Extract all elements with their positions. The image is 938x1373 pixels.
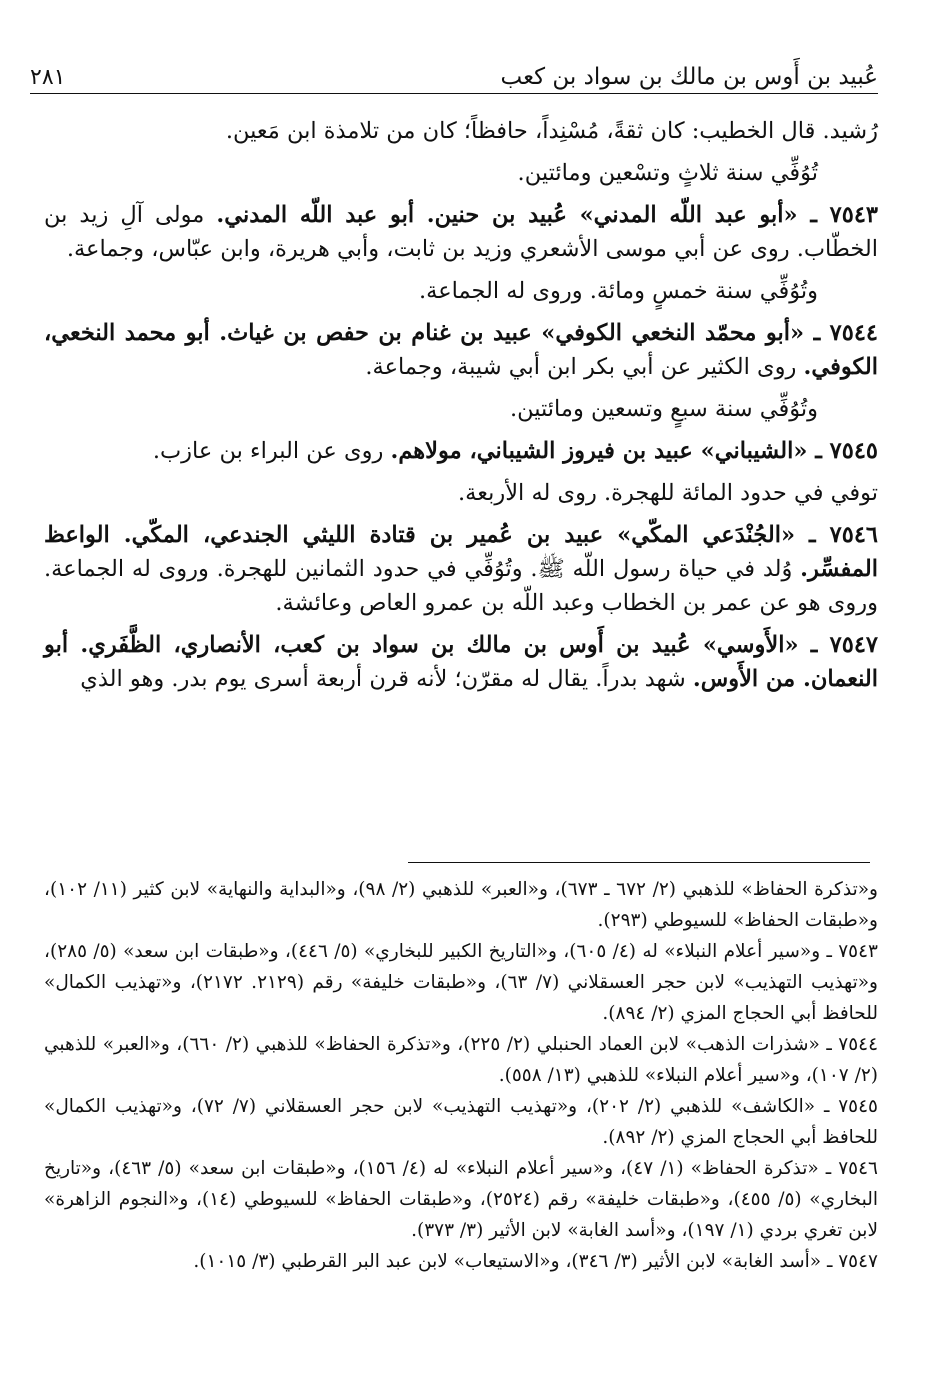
footnote-7546: ٧٥٤٦ ـ «تذكرة الحفاظ» (١/ ٤٧)، و«سير أعلام النبلاء» له (٤/ ١٥٦)، و«طبقات ابن سعد» (٥/ ٤٦٣)، و«تاريخ البخاري» (٥/ ٤٥٥)، و«طبقات خليفة» رقم (٢٥٢٤)، و«طبقات الحفاظ» للسيوطي (١٤)، و«النجوم الزاهرة» لابن تغري بردي (١/ ١٩٧)، و«أسد الغابة» لابن الأثير (٣/ ٣٧٣). <box>44 1158 878 1241</box>
footnote-rule <box>408 862 870 863</box>
entry-text: روى الكثير عن أبي بكر ابن أبي شيبة، وجماعة. <box>365 354 804 380</box>
entry-text: روى عن البراء بن عازب. <box>152 438 391 464</box>
footnote-7545: ٧٥٤٥ ـ «الكاشف» للذهبي (٢/ ٢٠٢)، و«تهذيب التهذيب» لابن حجر العسقلاني (٧/ ٧٢)، و«تهذيب الكمال» للحافظ أبي الحجاج المزي (٢/ ٨٩٢). <box>44 1096 878 1148</box>
entry-text: وُلد في حياة رسول اللّه ﷺ. وتُوُفِّي في حدود الثمانين للهجرة. وروى له الجماعة. وروى هو عن عمر بن الخطاب وعبد اللّه بن عمرو العاص وعائشة. <box>44 556 878 616</box>
entry-7547 <box>44 628 878 696</box>
entry-text: مولى آلِ زيد بن الخطّاب. روى عن أبي موسى الأشعري وزيد بن ثابت، وأبي هريرة، وابن عبّاس، وجماعة. <box>44 202 878 262</box>
entry-heading: ٧٥٤٥ ـ «الشيباني» عبيد بن فيروز الشيباني، مولاهم. <box>390 438 878 464</box>
entry-7545 <box>44 434 878 468</box>
page-number: ٢٨١ <box>30 65 66 90</box>
paragraph-continuation: رُشيد. قال الخطيب: كان ثقةً، مُسْنِداً، حافظاً؛ كان من تلامذة ابن مَعين. <box>225 118 878 144</box>
death-note: توفي في حدود المائة للهجرة. روى له الأربعة. <box>458 480 878 506</box>
entry-7546 <box>44 518 878 620</box>
footnotes <box>44 874 878 1277</box>
header-title: عُبيد بن أَوس بن مالك بن سواد بن كعب <box>500 64 878 90</box>
entry-heading: ٧٥٤٤ ـ «أبو محمّد النخعي الكوفي» عبيد بن غنام بن حفص بن غياث. أبو محمد النخعي، الكوفي. <box>44 320 878 380</box>
footnote-continuation: و«تذكرة الحفاظ» للذهبي (٢/ ٦٧٢ ـ ٦٧٣)، و«العبر» للذهبي (٢/ ٩٨)، و«البداية والنهاية» لابن كثير (١١/ ١٠٢)، و«طبقات الحفاظ» للسيوطي (٢٩٣). <box>44 879 878 931</box>
death-note: وتُوُفِّي سنة سبعٍ وتسعين ومائتين. <box>509 396 818 422</box>
running-header <box>30 48 878 90</box>
entry-7544 <box>44 316 878 384</box>
entry-heading: ٧٥٤٧ ـ «الأَوسي» عُبيد بن أَوس بن مالك بن سواد بن كعب، الأنصاري، الظَّفَري. أبو النعمان. من الأَوس. <box>44 632 878 692</box>
death-note: وتُوُفِّي سنة خمسٍ ومائة. وروى له الجماعة. <box>419 278 818 304</box>
entry-text: شهد بدراً. يقال له مقرّن؛ لأنه قرن أربعة أسرى يوم بدر. وهو الذي <box>80 666 693 692</box>
entry-heading: ٧٥٤٦ ـ «الجُنْدَعي المكّي» عبيد بن عُمير بن قتادة الليثي الجندعي، المكّي. الواعظ المفسِّر. <box>44 522 878 582</box>
header-rule <box>30 93 878 94</box>
footnote-7543: ٧٥٤٣ ـ و«سير أعلام النبلاء» له (٤/ ٦٠٥)، و«التاريخ الكبير للبخاري» (٥/ ٤٤٦)، و«طبقات ابن سعد» (٥/ ٢٨٥)، و«تهذيب التهذيب» لابن حجر العسقلاني (٧/ ٦٣)، و«طبقات خليفة» رقم (٢١٢٩. ٢١٧٢)، و«تهذيب الكمال» للحافظ أبي الحجاج المزي (٢/ ٨٩٤). <box>44 941 878 1024</box>
footnote-7544: ٧٥٤٤ ـ «شذرات الذهب» لابن العماد الحنبلي (٢/ ٢٢٥)، و«تذكرة الحفاظ» للذهبي (٢/ ٦٦٠)، و«العبر» للذهبي (٢/ ١٠٧)، و«سير أعلام النبلاء» للذهبي (١٣/ ٥٥٨). <box>44 1034 879 1086</box>
entry-7543 <box>44 198 878 266</box>
footnote-7547: ٧٥٤٧ ـ «أسد الغابة» لابن الأثير (٣/ ٣٤٦)، و«الاستيعاب» لابن عبد البر القرطبي (٣/ ١٠١٥). <box>193 1251 878 1272</box>
death-note: تُوُفِّي سنة ثلاثٍ وتسْعين ومائتين. <box>517 160 818 186</box>
main-text <box>44 114 878 696</box>
entry-heading: ٧٥٤٣ ـ «أبو عبد اللّه المدني» عُبيد بن حنين. أبو عبد اللّه المدني. <box>216 202 878 228</box>
